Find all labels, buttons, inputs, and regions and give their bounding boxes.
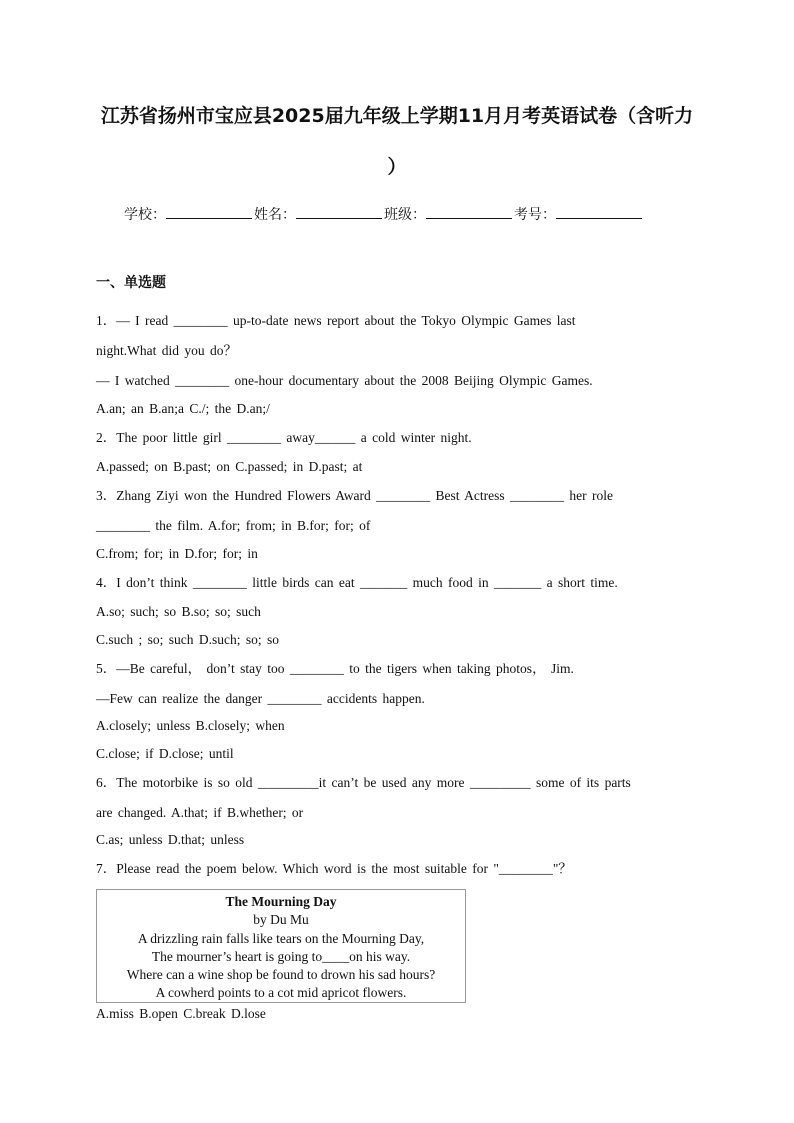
question-line: 6．The motorbike is so old _________it can’t be used any more _________ some of its parts bbox=[96, 775, 631, 790]
answer-options: A.an; an B.an;a C./; the D.an;/ bbox=[96, 401, 270, 416]
name-label: 姓名： bbox=[254, 207, 296, 223]
question-line: 2．The poor little girl ________ away______ a cold winter night. bbox=[96, 430, 472, 445]
answer-options: C.such ; so; such D.such; so; so bbox=[96, 632, 280, 647]
question-line: ________ the film. A.for; from; in B.for; for; of bbox=[96, 518, 371, 533]
exam-title: 江苏省扬州市宝应县2025届九年级上学期11月月考英语试卷（含听力 bbox=[100, 105, 694, 127]
school-label: 学校： bbox=[124, 207, 166, 223]
exam-number-label: 考号： bbox=[514, 207, 556, 223]
answer-options: A.closely; unless B.closely; when bbox=[96, 718, 285, 733]
name-blank bbox=[296, 204, 382, 219]
question-line: —Few can realize the danger ________ accidents happen. bbox=[96, 691, 425, 706]
section-heading: 一、单选题 bbox=[96, 275, 166, 291]
class-label: 班级： bbox=[384, 207, 426, 223]
answer-options: C.from; for; in D.for; for; in bbox=[96, 546, 258, 561]
exam-number-blank bbox=[556, 204, 642, 219]
poem-author: by Du Mu bbox=[253, 912, 309, 927]
question-line: night.What did you do？ bbox=[96, 343, 237, 358]
question-line: 1．— I read ________ up-to-date news report about the Tokyo Olympic Games last bbox=[96, 313, 576, 328]
poem-verse: Where can a wine shop be found to drown his sad hours? bbox=[126, 967, 436, 982]
question-line: 7．Please read the poem below. Which word is the most suitable for "________"？ bbox=[96, 861, 572, 876]
question-line: are changed. A.that; if B.whether; or bbox=[96, 805, 304, 820]
question-line: 3．Zhang Ziyi won the Hundred Flowers Award ________ Best Actress ________ her role bbox=[96, 488, 613, 503]
answer-options: A.passed; on B.past; on C.passed; in D.past; at bbox=[96, 459, 363, 474]
answer-options: C.as; unless D.that; unless bbox=[96, 832, 245, 847]
question-line: 4．I don’t think ________ little birds can eat _______ much food in _______ a short time. bbox=[96, 575, 618, 590]
poem-verse: A drizzling rain falls like tears on the Mourning Day, bbox=[137, 931, 425, 946]
school-blank bbox=[166, 204, 252, 219]
student-info-row bbox=[124, 204, 644, 224]
answer-options: C.close; if D.close; until bbox=[96, 746, 234, 761]
poem-verse: The mourner’s heart is going to____on his way. bbox=[151, 949, 411, 964]
class-blank bbox=[426, 204, 512, 219]
poem-verse: A cowherd points to a cot mid apricot flowers. bbox=[155, 985, 407, 1000]
question-line: — I watched ________ one-hour documentary about the 2008 Beijing Olympic Games. bbox=[96, 373, 593, 388]
answer-options: A.miss B.open C.break D.lose bbox=[96, 1006, 266, 1021]
answer-options: A.so; such; so B.so; so; such bbox=[96, 604, 261, 619]
question-line: 5．—Be careful， don’t stay too ________ to the tigers when taking photos， Jim. bbox=[96, 661, 574, 676]
poem-title: The Mourning Day bbox=[225, 894, 337, 909]
exam-title-continued: ） bbox=[387, 156, 407, 178]
poem-box bbox=[96, 889, 466, 1003]
